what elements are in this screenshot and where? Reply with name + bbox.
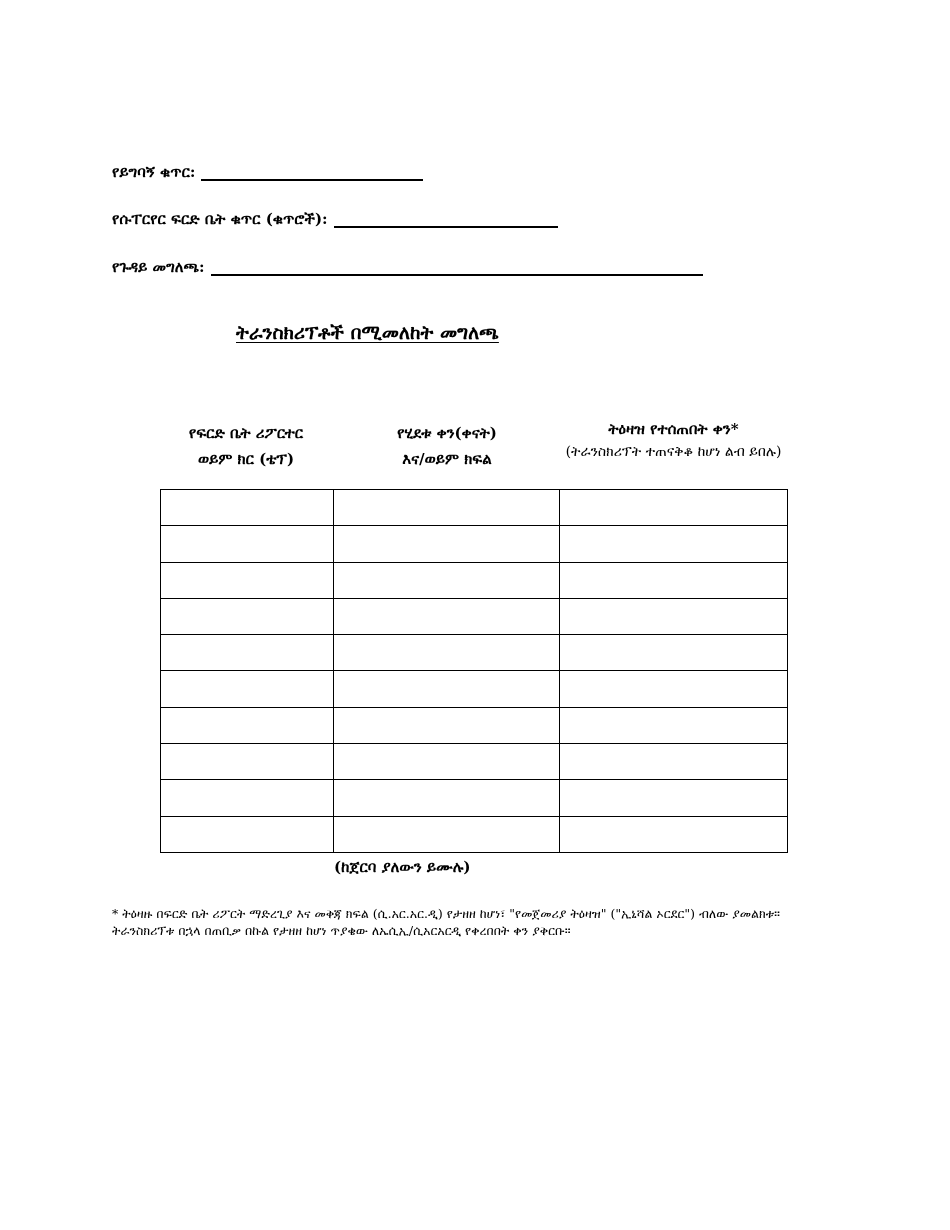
reporter-header-line1: የፍርድ ቤት ሪፖርተር: [188, 424, 304, 442]
order-date-cell[interactable]: [560, 526, 788, 562]
table-row: [161, 707, 788, 743]
date-cell[interactable]: [333, 635, 560, 671]
date-cell[interactable]: [333, 744, 560, 780]
table-row: [161, 598, 788, 634]
reporter-cell[interactable]: [161, 744, 334, 780]
date-cell[interactable]: [333, 490, 560, 526]
date-cell[interactable]: [333, 671, 560, 707]
column-header-reporter: [160, 420, 332, 472]
date-header-line2: እና/ወይም ክፍል: [402, 450, 492, 468]
order-date-cell[interactable]: [560, 816, 788, 852]
reporter-cell[interactable]: [161, 671, 334, 707]
order-header-note: (ትራንስክሪፕት ተጠናቅቆ ከሆነ ልብ ይበሉ): [565, 444, 782, 460]
superior-court-number-blank[interactable]: [334, 208, 558, 228]
reporter-cell[interactable]: [161, 526, 334, 562]
table-row: [161, 635, 788, 671]
order-date-cell[interactable]: [560, 490, 788, 526]
case-description-label: የጉዳይ መግለጫ:: [112, 258, 205, 276]
appeal-number-label: የይግባኝ ቁጥር:: [112, 163, 196, 181]
appeal-number-field: [112, 161, 423, 181]
order-date-cell[interactable]: [560, 671, 788, 707]
date-cell[interactable]: [333, 816, 560, 852]
order-date-cell[interactable]: [560, 744, 788, 780]
table-row: [161, 490, 788, 526]
case-description-blank[interactable]: [211, 256, 703, 276]
reporter-header-line2: ወይም ክር (ቴፕ): [197, 450, 295, 468]
date-cell[interactable]: [333, 562, 560, 598]
footnote: * ትዕዛዙ በፍርድ ቤት ሪፖርት ማድረጊያ እና መቅጃ ክፍል (ሲ.አር.አር.ዲ) የታዘዘ ከሆነ፣ "የመጀመሪያ ትዕዛዝ" ("ኢኒሻል ኦርደር") ብለው ያመልክቱ። ትራንስክሪፕቱ በኋላ በጠቢቃ በኩል የታዘዘ ከሆነ ጥያቄው ለኤሲኢ/ሲአርአርዲ የቀረበበት ቀን ያቅርቡ።: [112, 906, 781, 938]
transcript-table-body: [161, 490, 788, 853]
appeal-number-blank[interactable]: [201, 161, 423, 181]
order-date-cell[interactable]: [560, 598, 788, 634]
superior-court-number-label: የሱፐርየር ፍርድ ቤት ቁጥር (ቁጥሮች):: [112, 210, 328, 228]
order-header-line1: ትዕዛዝ የተሰጠበት ቀን*: [608, 420, 739, 438]
attach-note: (ከጀርባ ያለውን ይሙሉ): [334, 858, 471, 876]
reporter-cell[interactable]: [161, 816, 334, 852]
reporter-cell[interactable]: [161, 635, 334, 671]
case-description-field: [112, 256, 703, 276]
table-row: [161, 816, 788, 852]
order-date-cell[interactable]: [560, 562, 788, 598]
table-row: [161, 671, 788, 707]
date-header-line1: የሂደቱ ቀን(ቀናት): [397, 424, 497, 442]
superior-court-number-field: [112, 208, 558, 228]
reporter-cell[interactable]: [161, 780, 334, 816]
reporter-cell[interactable]: [161, 598, 334, 634]
date-cell[interactable]: [333, 707, 560, 743]
date-cell[interactable]: [333, 598, 560, 634]
column-header-order-date: [560, 416, 787, 463]
order-date-cell[interactable]: [560, 635, 788, 671]
order-date-cell[interactable]: [560, 707, 788, 743]
table-row: [161, 780, 788, 816]
date-cell[interactable]: [333, 780, 560, 816]
reporter-cell[interactable]: [161, 562, 334, 598]
table-row: [161, 526, 788, 562]
table-row: [161, 562, 788, 598]
order-date-cell[interactable]: [560, 780, 788, 816]
column-header-date: [334, 420, 560, 472]
reporter-cell[interactable]: [161, 707, 334, 743]
date-cell[interactable]: [333, 526, 560, 562]
transcript-table: [160, 489, 788, 853]
reporter-cell[interactable]: [161, 490, 334, 526]
form-title: ትራንስክሪፕቶች በሚመለከት መግለጫ: [236, 322, 499, 344]
table-row: [161, 744, 788, 780]
